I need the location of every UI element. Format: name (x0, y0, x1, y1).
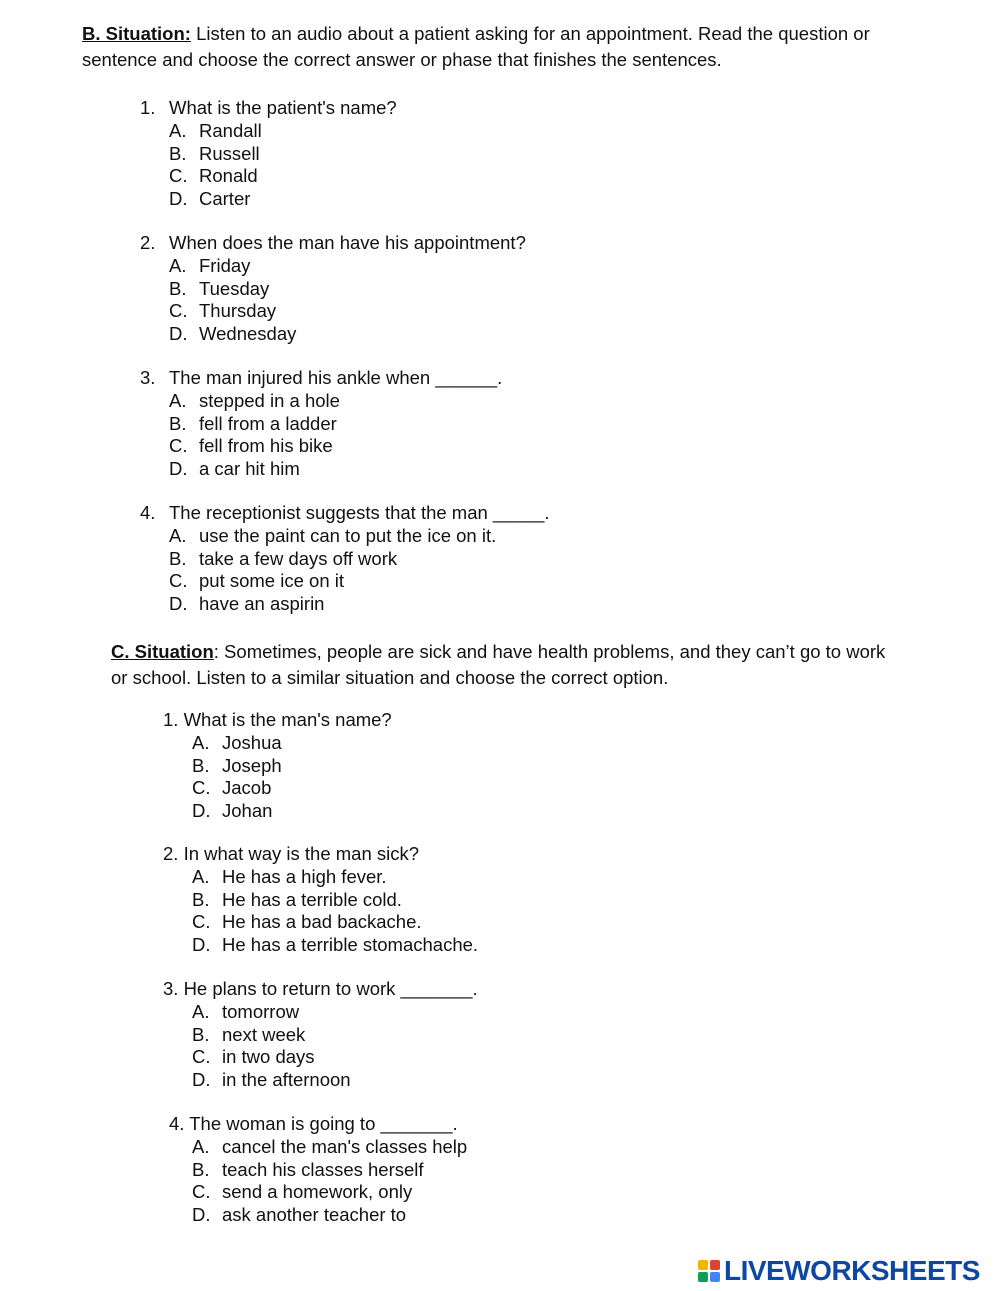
question-text: When does the man have his appointment? (169, 232, 526, 253)
option-letter: C. (169, 570, 188, 591)
question-number: 2. (140, 232, 156, 253)
option-text: Friday (199, 255, 251, 276)
option-letter: B. (192, 888, 210, 910)
option-text: Russell (199, 142, 260, 164)
section-b-line2: sentence and choose the correct answer or phase that finishes the sentences. (82, 49, 722, 70)
option-text: a car hit him (199, 457, 300, 479)
question-number: 3. (140, 367, 156, 388)
option-text: send a homework, only (222, 1181, 413, 1202)
logo-square-2 (710, 1260, 720, 1270)
answer-option[interactable] (169, 188, 250, 210)
option-text: take a few days off work (199, 547, 398, 569)
question-text: The man injured his ankle when ______. (169, 367, 503, 388)
option-text: ask another teacher to (222, 1203, 407, 1225)
section-b-heading: B. Situation: (82, 23, 191, 44)
logo-square-3 (698, 1272, 708, 1282)
answer-option[interactable] (192, 1069, 351, 1091)
option-letter: A. (169, 390, 187, 411)
answer-option[interactable] (169, 255, 250, 277)
answer-option[interactable] (169, 390, 340, 412)
option-letter: A. (192, 1136, 210, 1157)
answer-option[interactable] (192, 755, 282, 777)
option-text: next week (222, 1023, 306, 1045)
section-b-intro (82, 21, 870, 47)
option-letter: A. (169, 525, 187, 546)
question-text: 1. What is the man's name? (163, 709, 392, 730)
answer-option[interactable] (169, 120, 262, 142)
option-text: Johan (222, 799, 273, 821)
logo-square-1 (698, 1260, 708, 1270)
option-text: fell from a ladder (199, 412, 337, 434)
answer-option[interactable] (169, 323, 296, 345)
option-text: Joshua (222, 732, 282, 753)
option-text: tomorrow (222, 1001, 300, 1022)
option-letter: A. (192, 732, 210, 753)
answer-option[interactable] (192, 1181, 412, 1203)
option-text: Joseph (222, 754, 282, 776)
option-text: Carter (199, 187, 251, 209)
answer-option[interactable] (192, 934, 478, 956)
option-text: Tuesday (199, 277, 270, 299)
option-text: He has a terrible stomachache. (222, 933, 479, 955)
option-text: cancel the man's classes help (222, 1136, 468, 1157)
option-text: put some ice on it (199, 570, 344, 591)
section-c-line2: or school. Listen to a similar situation and choose the correct option. (111, 667, 669, 688)
answer-option[interactable] (192, 1136, 467, 1158)
option-letter: D. (192, 1068, 211, 1090)
option-text: have an aspirin (199, 592, 325, 614)
answer-option[interactable] (192, 1024, 305, 1046)
option-letter: D. (169, 187, 188, 209)
answer-option[interactable] (192, 866, 387, 888)
option-text: Thursday (199, 300, 277, 321)
option-text: use the paint can to put the ice on it. (199, 525, 497, 546)
answer-option[interactable] (169, 165, 258, 187)
answer-option[interactable] (192, 1204, 406, 1226)
question-number: 4. (140, 502, 156, 523)
option-letter: C. (192, 1046, 211, 1067)
option-letter: D. (169, 322, 188, 344)
section-c-heading: C. Situation (111, 641, 214, 662)
option-text: Jacob (222, 777, 272, 798)
option-letter: B. (169, 412, 187, 434)
question-text: 2. In what way is the man sick? (163, 843, 420, 864)
option-text: Ronald (199, 165, 258, 186)
answer-option[interactable] (169, 300, 276, 322)
option-letter: C. (192, 777, 211, 798)
question-text: 4. The woman is going to _______. (169, 1113, 458, 1134)
answer-option[interactable] (169, 435, 333, 457)
question-number: 1. (140, 97, 156, 118)
answer-option[interactable] (192, 1001, 299, 1023)
answer-option[interactable] (169, 525, 496, 547)
answer-option[interactable] (192, 732, 282, 754)
option-text: He has a terrible cold. (222, 888, 402, 910)
option-letter: C. (169, 300, 188, 321)
answer-option[interactable] (169, 143, 260, 165)
logo-text: LIVEWORKSHEETS (724, 1255, 980, 1286)
answer-option[interactable] (192, 800, 272, 822)
section-c-intro (111, 639, 885, 665)
answer-option[interactable] (192, 1046, 315, 1068)
answer-option[interactable] (169, 278, 269, 300)
option-letter: A. (169, 255, 187, 276)
option-letter: C. (192, 911, 211, 932)
option-text: Randall (199, 120, 262, 141)
option-letter: B. (192, 754, 210, 776)
option-text: teach his classes herself (222, 1158, 424, 1180)
answer-option[interactable] (192, 889, 402, 911)
option-letter: B. (169, 277, 187, 299)
option-letter: A. (192, 866, 210, 887)
section-b-line1: Listen to an audio about a patient asking for an appointment. Read the question or (190, 23, 870, 44)
option-letter: A. (192, 1001, 210, 1022)
section-c-line1: : Sometimes, people are sick and have health problems, and they can’t go to work (213, 641, 886, 662)
question-text: The receptionist suggests that the man _____. (169, 502, 550, 523)
option-letter: D. (192, 799, 211, 821)
question-text: What is the patient's name? (169, 97, 397, 118)
liveworksheets-logo (698, 1254, 980, 1288)
option-letter: B. (192, 1023, 210, 1045)
option-letter: C. (192, 1181, 211, 1202)
answer-option[interactable] (192, 1159, 424, 1181)
option-letter: B. (169, 547, 187, 569)
answer-option[interactable] (192, 911, 422, 933)
answer-option[interactable] (169, 458, 300, 480)
option-letter: D. (169, 457, 188, 479)
answer-option[interactable] (169, 548, 397, 570)
option-text: Wednesday (199, 322, 297, 344)
logo-square-4 (710, 1272, 720, 1282)
option-letter: D. (192, 1203, 211, 1225)
logo-mark-icon (698, 1260, 720, 1282)
answer-option[interactable] (169, 593, 324, 615)
option-letter: B. (192, 1158, 210, 1180)
option-text: He has a bad backache. (222, 911, 422, 932)
answer-option[interactable] (169, 570, 344, 592)
answer-option[interactable] (169, 413, 337, 435)
option-letter: D. (192, 933, 211, 955)
option-text: in the afternoon (222, 1068, 351, 1090)
option-text: stepped in a hole (199, 390, 340, 411)
option-letter: A. (169, 120, 187, 141)
option-text: He has a high fever. (222, 866, 387, 887)
option-text: in two days (222, 1046, 315, 1067)
answer-option[interactable] (192, 777, 271, 799)
question-text: 3. He plans to return to work _______. (163, 978, 478, 999)
option-text: fell from his bike (199, 435, 333, 456)
option-letter: B. (169, 142, 187, 164)
option-letter: C. (169, 165, 188, 186)
option-letter: D. (169, 592, 188, 614)
option-letter: C. (169, 435, 188, 456)
